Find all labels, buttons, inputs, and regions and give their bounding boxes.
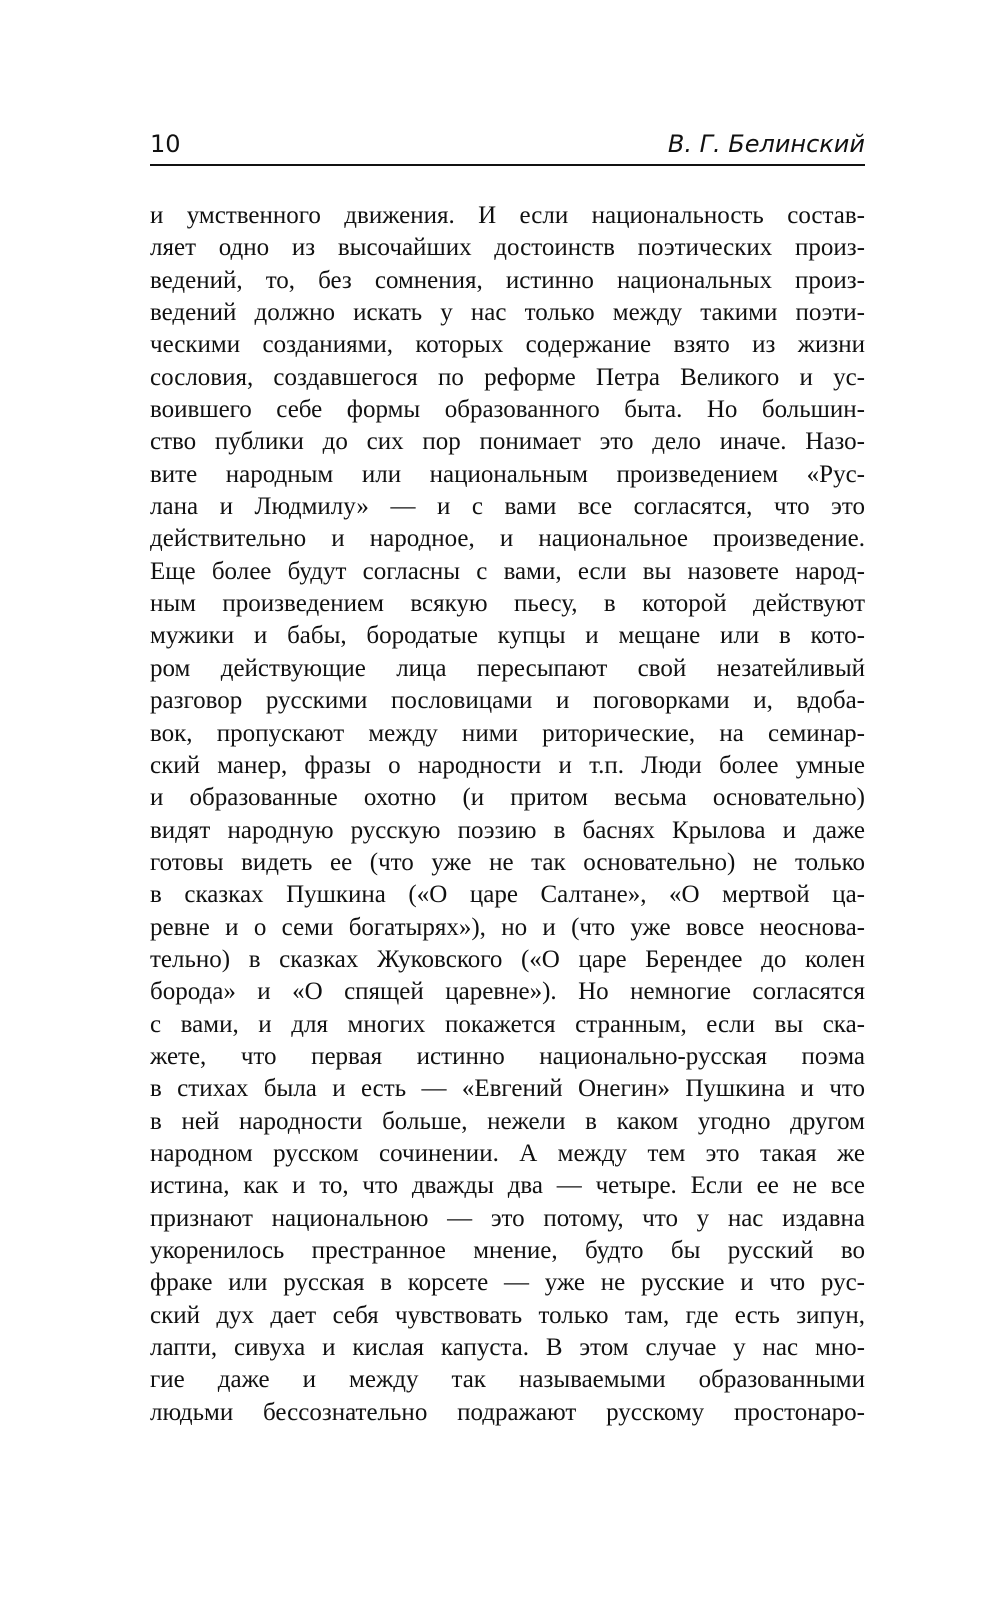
text-line: ляет одно из высочайших достоинств поэтических произ- <box>150 234 865 262</box>
text-line: гие даже и между так называемыми образованными <box>150 1366 865 1394</box>
text-line: народном русском сочинении. А между тем это такая же <box>150 1139 865 1167</box>
text-line: действительно и народное, и национальное произведение. <box>150 525 865 553</box>
text-line: жете, что первая истинно национально-русская поэма <box>150 1042 865 1070</box>
text-line: ведений должно искать у нас только между такими поэти- <box>150 299 865 327</box>
text-line: вок, пропускают между ними риторические, на семинар- <box>150 719 865 747</box>
text-line: в стихах была и есть — «Евгений Онегин» Пушкина и что <box>150 1075 865 1103</box>
text-line: ным произведением всякую пьесу, в которой действуют <box>150 590 865 618</box>
text-line: Еще более будут согласны с вами, если вы назовете народ- <box>150 557 865 585</box>
text-line: ревне и о семи богатырях»), но и (что уже вовсе неоснова- <box>150 913 865 941</box>
text-line: борода» и «О спящей царевне»). Но немногие согласятся <box>150 978 865 1006</box>
body-text <box>150 200 865 1429</box>
text-line: лана и Людмилу» — и с вами все согласятся, что это <box>150 493 865 521</box>
text-line: фраке или русская в корсете — уже не русские и что рус- <box>150 1269 865 1297</box>
text-line: с вами, и для многих покажется странным, если вы ска- <box>150 1010 865 1038</box>
text-line: и образованные охотно (и притом весьма основательно) <box>150 784 865 812</box>
book-page <box>150 0 865 1616</box>
text-line: истина, как и то, что дважды два — четыре. Если ее не все <box>150 1172 865 1200</box>
author-running-title: В. Г. Белинский <box>667 130 865 158</box>
running-head <box>150 128 865 164</box>
text-line: тельно) в сказках Жуковского («О царе Берендее до колен <box>150 945 865 973</box>
text-line: признают национальною — это потому, что у нас издавна <box>150 1204 865 1232</box>
text-line: укоренилось престранное мнение, будто бы русский во <box>150 1237 865 1264</box>
text-line: вите народным или национальным произведением «Рус- <box>150 460 865 488</box>
text-line: разговор русскими пословицами и поговорками и, вдоба- <box>150 687 865 715</box>
text-line: готовы видеть ее (что уже не так основательно) не только <box>150 848 865 876</box>
page-number: 10 <box>150 130 181 158</box>
text-line: ский манер, фразы о народности и т.п. Люди более умные <box>150 751 865 779</box>
text-line: мужики и бабы, бородатые купцы и мещане или в кото- <box>150 622 865 650</box>
text-line: и умственного движения. И если национальность состав- <box>150 202 865 229</box>
text-line: ство публики до сих пор понимает это дело иначе. Назо- <box>150 428 865 456</box>
text-line: людьми бессознательно подражают русскому простонаро- <box>150 1398 865 1426</box>
text-line: в сказках Пушкина («О царе Салтане», «О мертвой ца- <box>150 881 865 909</box>
text-line: воившего себе формы образованного быта. Но большин- <box>150 396 865 424</box>
text-line: ведений, то, без сомнения, истинно национальных произ- <box>150 266 865 294</box>
text-line: сословия, создавшегося по реформе Петра Великого и ус- <box>150 363 865 391</box>
text-line: ский дух дает себя чувствовать только там, где есть зипун, <box>150 1301 865 1329</box>
text-line: лапти, сивуха и кислая капуста. В этом случае у нас мно- <box>150 1334 865 1362</box>
text-line: ческими созданиями, которых содержание взято из жизни <box>150 331 865 359</box>
text-line: в ней народности больше, нежели в каком угодно другом <box>150 1107 865 1135</box>
text-line: ром действующие лица пересыпают свой незатейливый <box>150 654 865 682</box>
header-rule <box>150 164 865 166</box>
text-line: видят народную русскую поэзию в баснях Крылова и даже <box>150 816 865 844</box>
